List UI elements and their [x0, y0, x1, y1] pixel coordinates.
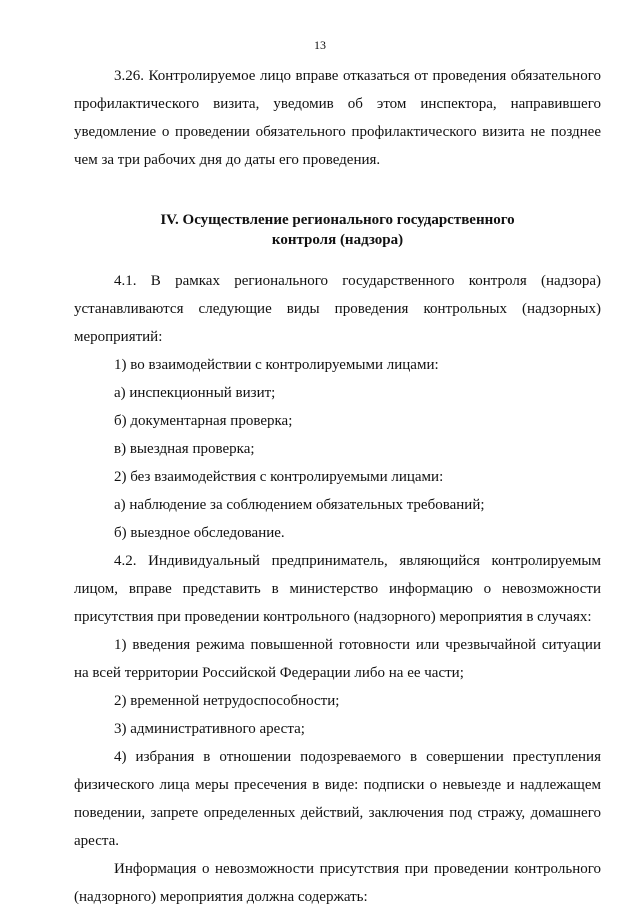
page-number: 13: [314, 38, 326, 52]
document-body: [74, 62, 601, 911]
paragraph-3-26: 3.26. Контролируемое лицо вправе отказаться от проведения обязательного профилактического визита, уведомив об этом инспектора, направившего уведомление о проведении обязательного профилактического визита не позднее чем за три рабочих дня до даты его проведения.: [74, 68, 601, 168]
list-item: а) наблюдение за соблюдением обязательных требований;: [114, 497, 485, 513]
list-item: а) инспекционный визит;: [114, 385, 276, 401]
list-item: 2) временной нетрудоспособности;: [114, 693, 340, 709]
paragraph-info-requirements: Информация о невозможности присутствия при проведении контрольного (надзорного) мероприятия должна содержать:: [74, 861, 601, 905]
list-item: 4) избрания в отношении подозреваемого в совершении преступления физического лица меры пресечения в виде: подписки о невыезде и надлежащем поведении, запрете определенных действий, заключения под стражу, домашнего ареста.: [74, 749, 601, 849]
paragraph-4-2: 4.2. Индивидуальный предприниматель, являющийся контролируемым лицом, вправе представить в министерство информацию о невозможности присутствия при проведении контрольного (надзорного) мероприятия в случаях:: [74, 553, 601, 625]
section-heading: [74, 210, 601, 250]
paragraph-4-1: 4.1. В рамках регионального государственного контроля (надзора) устанавливаются следующие виды проведения контрольных (надзорных) мероприятий:: [74, 273, 601, 345]
list-item: 3) административного ареста;: [114, 721, 305, 737]
section-heading-line-1: IV. Осуществление регионального государственного: [160, 212, 515, 228]
list-item: 2) без взаимодействия с контролируемыми лицами:: [114, 469, 444, 485]
list-item: б) документарная проверка;: [114, 413, 293, 429]
list-item: в) выездная проверка;: [114, 441, 255, 457]
list-item: 1) во взаимодействии с контролируемыми лицами:: [114, 357, 439, 373]
section-heading-line-2: контроля (надзора): [271, 232, 404, 248]
list-item: б) выездное обследование.: [114, 525, 285, 541]
list-item: 1) введения режима повышенной готовности или чрезвычайной ситуации на всей территории Российской Федерации либо на ее части;: [74, 637, 601, 681]
